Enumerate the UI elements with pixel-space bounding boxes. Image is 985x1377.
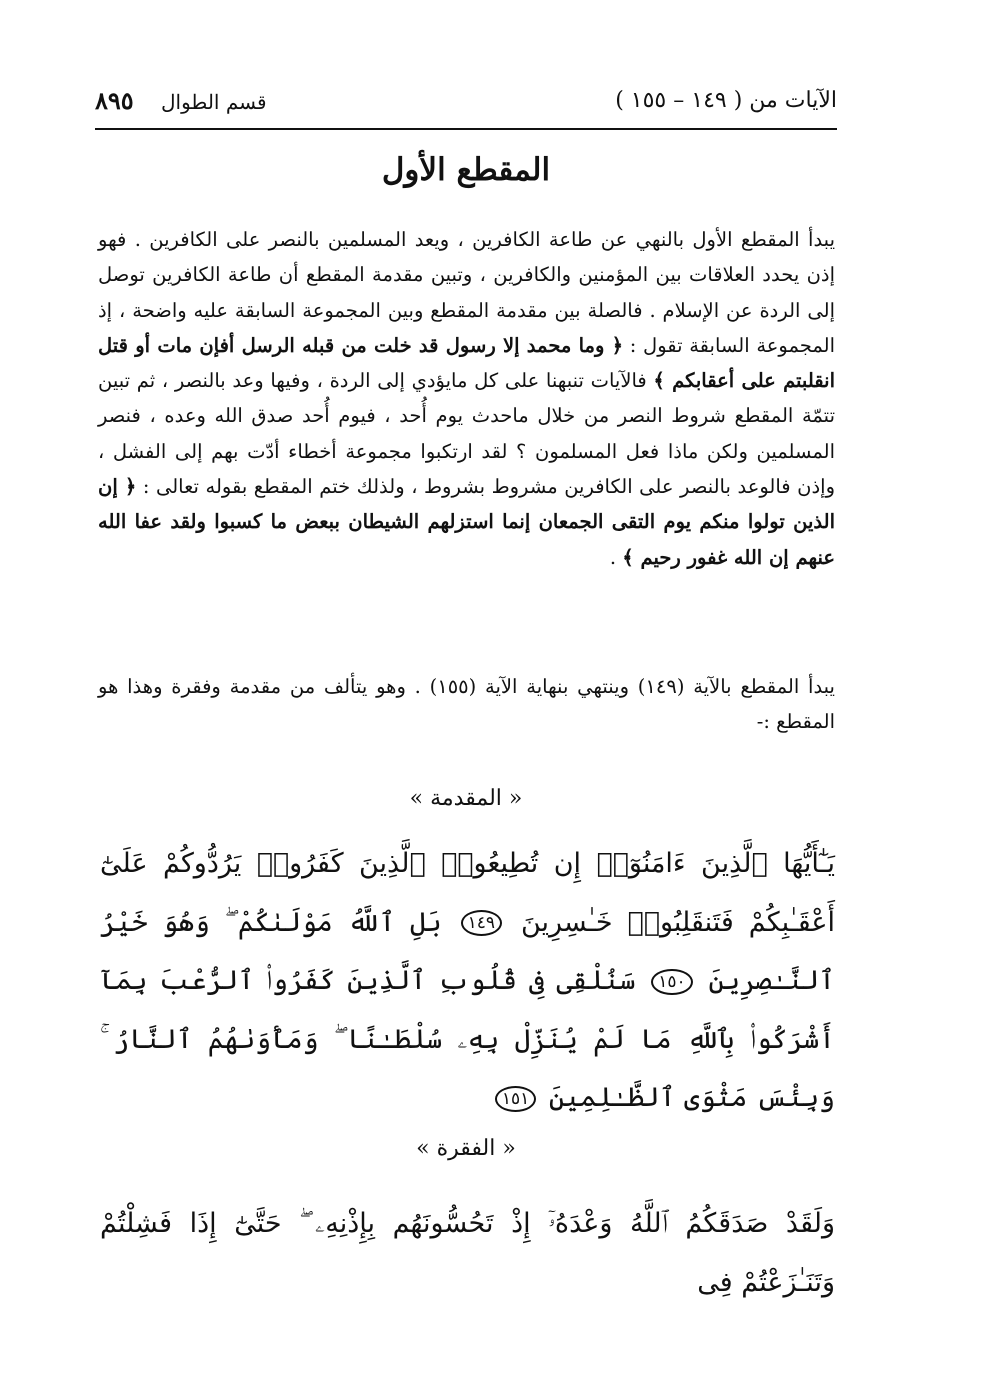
running-header: [95, 82, 837, 126]
page-number: ٨٩٥: [95, 86, 134, 115]
ayah-number-marker: ١٥١: [495, 1086, 536, 1112]
verse-text-149: يَـٰٓأَيُّهَا ٱلَّذِينَ ءَامَنُوٓا۟ إِن تُطِيعُوا۟ ٱلَّذِينَ كَفَرُوا۟ يَرُدُّوكُمْ عَلَىٰٓ أَعْقَـٰبِكُمْ فَتَنقَلِبُوا۟ خَـٰسِرِينَ: [100, 848, 835, 938]
verse-text-151: سَنُلْقِى فِى قُلُوبِ ٱلَّذِينَ كَفَرُوا۟ ٱلرُّعْبَ بِمَآ أَشْرَكُوا۟ بِٱللَّهِ مَا لَمْ يُنَزِّلْ بِهِۦ سُلْطَـٰنًا ۖ وَمَأْوَىٰهُمُ ٱلنَّارُ ۚ وَبِئْسَ مَثْوَى ٱلظَّـٰلِمِينَ: [100, 965, 835, 1113]
intro-text-2: فالآيات تنبهنا على كل مايؤدي إلى الردة ، وفيها وعد بالنصر ، ثم تبين تتمّة المقطع شروط النصر من خلال ماحدث يوم أُحد ، فيوم أُحد صدق الله وعده ، فنصر المسلمين ولكن ماذا فعل المسلمون ؟ لقد ارتكبوا مجموعة أخطاء أدّت بهم إلى الفشل ، وإذن فالوعد بالنصر على الكافرين مشروط بشروط ، ولذلك ختم المقطع بقوله تعالى :: [98, 369, 835, 499]
quran-passage-paragraph: وَلَقَدْ صَدَقَكُمُ ٱللَّهُ وَعْدَهُۥٓ إِذْ تَحُسُّونَهُم بِإِذْنِهِۦ ۖ حَتَّىٰٓ إِذَا فَشِلْتُمْ وَتَنَـٰزَعْتُمْ فِى: [100, 1208, 835, 1298]
verses-range: الآيات من ( ١٤٩ – ١٥٥ ): [615, 88, 837, 113]
intro-text-3: .: [609, 545, 623, 569]
quoted-verse-1: ﴿ وما محمد إلا رسول قد خلت من قبله الرسل أفإن مات أو قتل انقلبتم على أعقابكم ﴾: [98, 333, 835, 393]
section-name: قسم الطوال: [161, 90, 267, 114]
quoted-verse-2: ﴿ إن الذين تولوا منكم يوم التقى الجمعان إنما استزلهم الشيطان ببعض ما كسبوا ولقد عفا الله عنهم إن الله غفور رحيم ﴾: [98, 475, 835, 569]
ayah-number-marker: ١٤٩: [461, 910, 502, 936]
quran-passage-introduction: [100, 835, 835, 1128]
verse-text-150: بَلِ ٱللَّهُ مَوْلَىٰكُمْ ۖ وَهُوَ خَيْرُ ٱلنَّـٰصِرِينَ: [100, 906, 835, 996]
subheading-paragraph: « الفقرة »: [416, 1136, 516, 1161]
structure-paragraph: يبدأ المقطع بالآية (١٤٩) وينتهي بنهاية الآية (١٥٥) . وهو يتألف من مقدمة وفقرة وهذا هو المقطع :-: [98, 675, 835, 733]
ayah-number-marker: ١٥٠: [651, 969, 692, 995]
intro-paragraph: [98, 222, 835, 575]
header-divider: [95, 128, 837, 130]
intro-text-1: يبدأ المقطع الأول بالنهي عن طاعة الكافرين ، ويعد المسلمين بالنصر على الكافرين . فهو إذن يحدد العلاقات بين المؤمنين والكافرين ، وتبين مقدمة المقطع أن طاعة الكافرين توصل إلى الردة عن الإسلام . فالصلة بين مقدمة المقطع وبين المجموعة السابقة عليه واضحة ، إذ المجموعة السابقة تقول :: [98, 228, 835, 357]
subheading-introduction: « المقدمة »: [409, 786, 523, 811]
page-title: المقطع الأول: [381, 152, 551, 188]
